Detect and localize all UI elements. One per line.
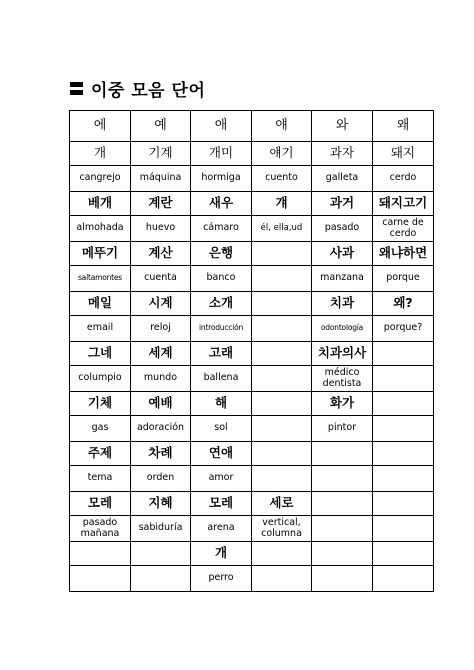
spanish-translation-cell xyxy=(373,366,434,392)
korean-word-cell: 돼지고기 xyxy=(373,192,434,216)
korean-word-cell: 치과의사 xyxy=(312,342,373,366)
spanish-translation-cell: banco xyxy=(191,266,252,292)
korean-word-cell xyxy=(131,542,191,566)
korean-word-cell: 세계 xyxy=(131,342,191,366)
title-text: 이중 모음 단어 xyxy=(91,80,206,101)
korean-word-cell: 그네 xyxy=(70,342,131,366)
spanish-translation-row xyxy=(70,216,434,242)
korean-word-cell: 기체 xyxy=(70,392,131,416)
spanish-translation-cell: sol xyxy=(191,416,252,442)
korean-word-cell: 연애 xyxy=(191,442,252,466)
korean-word-cell: 치과 xyxy=(312,292,373,316)
korean-word-cell: 시계 xyxy=(131,292,191,316)
header-cell: 와 xyxy=(312,111,373,142)
spanish-translation-row xyxy=(70,166,434,192)
korean-word-row xyxy=(70,142,434,166)
spanish-translation-cell xyxy=(252,366,312,392)
header-cell: 에 xyxy=(70,111,131,142)
spanish-translation-cell: saltamontes xyxy=(70,266,131,292)
korean-word-cell: 왜? xyxy=(373,292,434,316)
spanish-translation-cell: él, ella,ud xyxy=(252,216,312,242)
spanish-translation-cell: gas xyxy=(70,416,131,442)
page-title xyxy=(70,77,205,99)
spanish-translation-cell: cámaro xyxy=(191,216,252,242)
korean-word-cell xyxy=(373,392,434,416)
spanish-translation-cell: pasado mañana xyxy=(70,516,131,542)
vocabulary-table xyxy=(69,110,434,592)
spanish-translation-cell: introducción xyxy=(191,316,252,342)
korean-word-row xyxy=(70,542,434,566)
spanish-translation-cell: email xyxy=(70,316,131,342)
korean-word-cell: 새우 xyxy=(191,192,252,216)
title-bullet-icon xyxy=(70,82,83,95)
spanish-translation-cell: cuento xyxy=(252,166,312,192)
spanish-translation-cell: perro xyxy=(191,566,252,592)
korean-word-cell: 메일 xyxy=(70,292,131,316)
spanish-translation-cell: galleta xyxy=(312,166,373,192)
spanish-translation-cell: cuenta xyxy=(131,266,191,292)
header-row xyxy=(70,111,434,142)
korean-word-cell: 얘기 xyxy=(252,142,312,166)
korean-word-cell: 돼지 xyxy=(373,142,434,166)
spanish-translation-cell xyxy=(373,416,434,442)
korean-word-cell: 왜냐하면 xyxy=(373,242,434,266)
spanish-translation-cell xyxy=(312,466,373,492)
spanish-translation-cell: máquina xyxy=(131,166,191,192)
spanish-translation-cell: arena xyxy=(191,516,252,542)
spanish-translation-cell xyxy=(252,566,312,592)
korean-word-cell: 기계 xyxy=(131,142,191,166)
korean-word-cell: 주제 xyxy=(70,442,131,466)
spanish-translation-cell xyxy=(373,566,434,592)
korean-word-cell xyxy=(373,492,434,516)
spanish-translation-row xyxy=(70,316,434,342)
korean-word-row xyxy=(70,242,434,266)
spanish-translation-cell: porque xyxy=(373,266,434,292)
korean-word-row xyxy=(70,342,434,366)
korean-word-cell: 과자 xyxy=(312,142,373,166)
spanish-translation-cell xyxy=(312,566,373,592)
korean-word-cell xyxy=(252,392,312,416)
spanish-translation-cell xyxy=(131,566,191,592)
spanish-translation-cell: sabiduría xyxy=(131,516,191,542)
korean-word-cell: 개 xyxy=(70,142,131,166)
korean-word-cell: 모레 xyxy=(70,492,131,516)
header-cell: 왜 xyxy=(373,111,434,142)
korean-word-cell: 지혜 xyxy=(131,492,191,516)
spanish-translation-cell: cangrejo xyxy=(70,166,131,192)
spanish-translation-cell: ballena xyxy=(191,366,252,392)
spanish-translation-cell: orden xyxy=(131,466,191,492)
korean-word-row xyxy=(70,192,434,216)
header-cell: 얘 xyxy=(252,111,312,142)
spanish-translation-cell: reloj xyxy=(131,316,191,342)
spanish-translation-cell xyxy=(252,416,312,442)
korean-word-cell: 세로 xyxy=(252,492,312,516)
spanish-translation-cell: pintor xyxy=(312,416,373,442)
korean-word-cell xyxy=(252,342,312,366)
spanish-translation-cell: manzana xyxy=(312,266,373,292)
spanish-translation-cell xyxy=(252,316,312,342)
korean-word-cell: 모레 xyxy=(191,492,252,516)
korean-word-cell xyxy=(373,542,434,566)
korean-word-cell xyxy=(373,442,434,466)
korean-word-cell: 계산 xyxy=(131,242,191,266)
korean-word-cell: 과거 xyxy=(312,192,373,216)
spanish-translation-row xyxy=(70,516,434,542)
spanish-translation-cell xyxy=(373,466,434,492)
korean-word-cell: 계란 xyxy=(131,192,191,216)
korean-word-cell xyxy=(252,542,312,566)
spanish-translation-cell: hormiga xyxy=(191,166,252,192)
korean-word-row xyxy=(70,442,434,466)
spanish-translation-cell: almohada xyxy=(70,216,131,242)
spanish-translation-row xyxy=(70,466,434,492)
spanish-translation-row xyxy=(70,266,434,292)
spanish-translation-cell xyxy=(252,466,312,492)
spanish-translation-cell: porque? xyxy=(373,316,434,342)
spanish-translation-cell xyxy=(373,516,434,542)
korean-word-cell: 차례 xyxy=(131,442,191,466)
spanish-translation-cell: huevo xyxy=(131,216,191,242)
spanish-translation-cell: cerdo xyxy=(373,166,434,192)
korean-word-cell: 고래 xyxy=(191,342,252,366)
korean-word-cell xyxy=(312,492,373,516)
korean-word-cell xyxy=(312,542,373,566)
spanish-translation-cell xyxy=(252,266,312,292)
spanish-translation-row xyxy=(70,416,434,442)
korean-word-cell: 베개 xyxy=(70,192,131,216)
spanish-translation-cell xyxy=(70,566,131,592)
spanish-translation-row xyxy=(70,366,434,392)
spanish-translation-cell: tema xyxy=(70,466,131,492)
korean-word-cell xyxy=(252,242,312,266)
korean-word-cell xyxy=(312,442,373,466)
spanish-translation-cell: carne de cerdo xyxy=(373,216,434,242)
korean-word-cell xyxy=(373,342,434,366)
spanish-translation-row xyxy=(70,566,434,592)
korean-word-cell: 걔 xyxy=(252,192,312,216)
korean-word-row xyxy=(70,392,434,416)
korean-word-cell xyxy=(252,292,312,316)
korean-word-cell xyxy=(70,542,131,566)
spanish-translation-cell xyxy=(312,516,373,542)
spanish-translation-cell: vertical, columna xyxy=(252,516,312,542)
korean-word-cell: 개 xyxy=(191,542,252,566)
spanish-translation-cell: columpio xyxy=(70,366,131,392)
korean-word-cell: 화가 xyxy=(312,392,373,416)
korean-word-cell: 소개 xyxy=(191,292,252,316)
korean-word-cell: 메뚜기 xyxy=(70,242,131,266)
spanish-translation-cell: mundo xyxy=(131,366,191,392)
korean-word-cell xyxy=(252,442,312,466)
korean-word-cell: 예배 xyxy=(131,392,191,416)
korean-word-row xyxy=(70,492,434,516)
spanish-translation-cell: odontología xyxy=(312,316,373,342)
spanish-translation-cell: médico dentista xyxy=(312,366,373,392)
spanish-translation-cell: amor xyxy=(191,466,252,492)
korean-word-cell: 은행 xyxy=(191,242,252,266)
spanish-translation-cell: pasado xyxy=(312,216,373,242)
header-cell: 예 xyxy=(131,111,191,142)
spanish-translation-cell: adoración xyxy=(131,416,191,442)
korean-word-cell: 해 xyxy=(191,392,252,416)
korean-word-row xyxy=(70,292,434,316)
korean-word-cell: 개미 xyxy=(191,142,252,166)
header-cell: 애 xyxy=(191,111,252,142)
korean-word-cell: 사과 xyxy=(312,242,373,266)
